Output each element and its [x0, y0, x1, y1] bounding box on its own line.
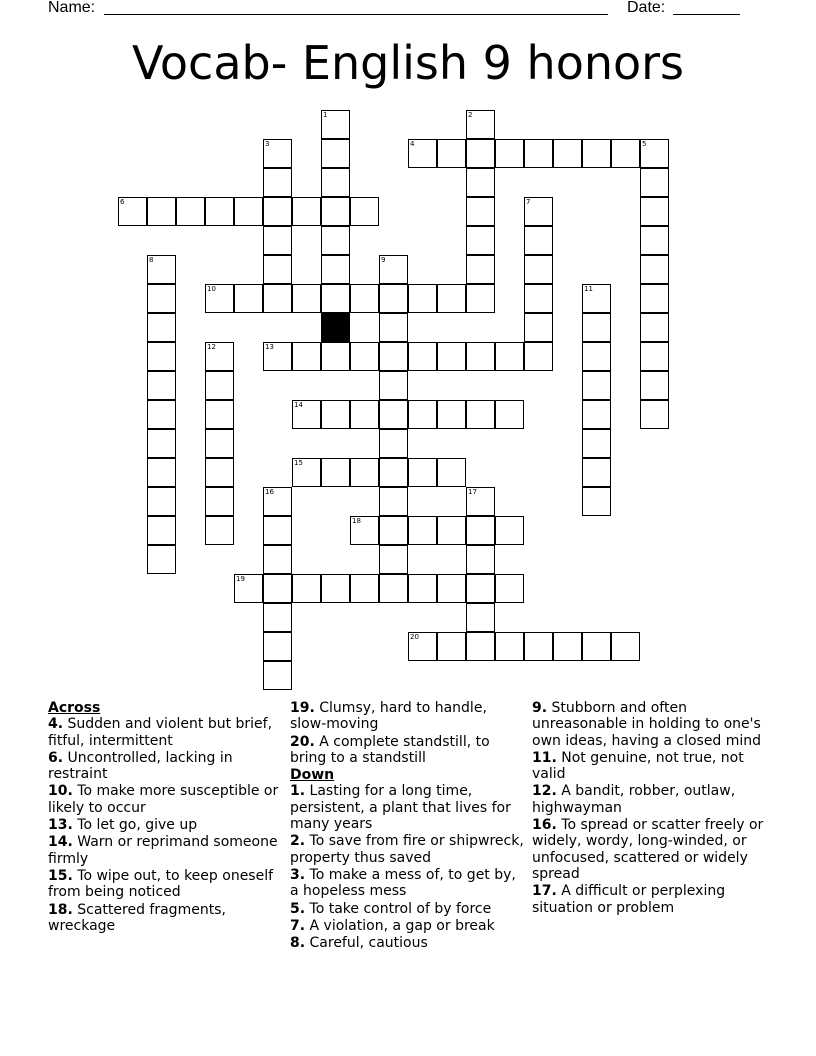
- grid-cell[interactable]: [292, 197, 321, 226]
- grid-cell[interactable]: [118, 197, 147, 226]
- clue-number: 14.: [48, 834, 73, 851]
- grid-cell[interactable]: [379, 458, 408, 487]
- clue-text: Clumsy, hard to handle, slow-moving: [290, 700, 487, 733]
- grid-cell[interactable]: [437, 458, 466, 487]
- grid-cell[interactable]: [292, 574, 321, 603]
- clue-down-1: [290, 783, 526, 832]
- clue-text: A violation, a gap or break: [309, 917, 495, 934]
- grid-cell[interactable]: [408, 284, 437, 313]
- grid-cell[interactable]: [495, 574, 524, 603]
- clue-number: 19.: [290, 700, 315, 716]
- clue-text: Warn or reprimand someone firmly: [48, 834, 278, 867]
- clue-number-label: 4: [410, 140, 415, 148]
- grid-cell[interactable]: [379, 574, 408, 603]
- clue-number: 2.: [290, 833, 306, 850]
- grid-cell[interactable]: [524, 226, 553, 255]
- grid-cell[interactable]: [321, 284, 350, 313]
- clue-down-16: [532, 817, 768, 882]
- grid-cell[interactable]: [147, 487, 176, 516]
- grid-cell[interactable]: [205, 400, 234, 429]
- grid-cell[interactable]: [582, 458, 611, 487]
- grid-cell[interactable]: [582, 139, 611, 168]
- clue-text: A difficult or perplexing situation or problem: [532, 883, 726, 916]
- grid-cell[interactable]: [147, 284, 176, 313]
- clue-number-label: 19: [236, 575, 245, 583]
- grid-cell[interactable]: [147, 516, 176, 545]
- clue-text: Lasting for a long time, persistent, a plant that lives for many years: [290, 783, 511, 833]
- clue-number: 6.: [48, 749, 64, 766]
- clue-across-4: [48, 716, 284, 749]
- grid-cell[interactable]: [350, 284, 379, 313]
- grid-cell[interactable]: [437, 342, 466, 371]
- clue-number-label: 12: [207, 343, 216, 351]
- grid-cell[interactable]: [147, 400, 176, 429]
- grid-cell[interactable]: [524, 284, 553, 313]
- grid-cell[interactable]: [205, 284, 234, 313]
- clues-column-2: [290, 700, 526, 952]
- grid-cell[interactable]: [263, 632, 292, 661]
- clue-number-label: 8: [149, 256, 154, 264]
- grid-cell[interactable]: [205, 197, 234, 226]
- grid-cell[interactable]: [379, 284, 408, 313]
- clue-number: 15.: [48, 867, 73, 884]
- grid-cell[interactable]: [524, 342, 553, 371]
- clue-number-label: 9: [381, 256, 386, 264]
- grid-cell[interactable]: [263, 574, 292, 603]
- clue-number: 1.: [290, 783, 306, 800]
- grid-cell[interactable]: [205, 487, 234, 516]
- grid-cell[interactable]: [205, 371, 234, 400]
- clues-column-1: [48, 700, 284, 935]
- grid-cell[interactable]: [466, 545, 495, 574]
- grid-cell[interactable]: [611, 632, 640, 661]
- grid-cell[interactable]: [582, 371, 611, 400]
- grid-cell[interactable]: [582, 400, 611, 429]
- clue-across-20: [290, 734, 526, 767]
- grid-cell[interactable]: [640, 284, 669, 313]
- grid-cell[interactable]: [466, 487, 495, 516]
- grid-cell[interactable]: [466, 284, 495, 313]
- clue-number-label: 1: [323, 111, 328, 119]
- clue-number: 10.: [48, 783, 73, 800]
- clue-down-5: [290, 901, 526, 917]
- grid-cell[interactable]: [263, 168, 292, 197]
- grid-cell[interactable]: [524, 255, 553, 284]
- grid-cell[interactable]: [379, 342, 408, 371]
- grid-cell[interactable]: [321, 458, 350, 487]
- clue-down-2: [290, 833, 526, 866]
- grid-cell[interactable]: [466, 632, 495, 661]
- grid-cell[interactable]: [582, 632, 611, 661]
- grid-cell[interactable]: [408, 458, 437, 487]
- grid-cell[interactable]: [263, 487, 292, 516]
- clue-across-13: [48, 817, 284, 833]
- grid-cell[interactable]: [350, 342, 379, 371]
- grid-cell[interactable]: [466, 342, 495, 371]
- clue-text: Scattered fragments, wreckage: [48, 901, 226, 934]
- clue-across-18: [48, 902, 284, 935]
- grid-cell[interactable]: [437, 400, 466, 429]
- grid-cell[interactable]: [147, 255, 176, 284]
- black-square: [321, 313, 350, 342]
- clue-text: To save from fire or shipwreck, property thus saved: [290, 833, 524, 866]
- clue-text: To spread or scatter freely or widely, wordy, long-winded, or unfocused, scattered or widely spread: [532, 817, 764, 882]
- grid-cell[interactable]: [495, 632, 524, 661]
- clue-text: A complete standstill, to bring to a standstill: [290, 733, 490, 766]
- clue-text: To let go, give up: [77, 817, 198, 834]
- grid-cell[interactable]: [466, 139, 495, 168]
- grid-cell[interactable]: [640, 255, 669, 284]
- grid-cell[interactable]: [640, 342, 669, 371]
- grid-cell[interactable]: [147, 342, 176, 371]
- grid-cell[interactable]: [205, 342, 234, 371]
- grid-cell[interactable]: [640, 197, 669, 226]
- clue-text: Careful, cautious: [309, 935, 428, 952]
- clue-number-label: 15: [294, 459, 303, 467]
- grid-cell[interactable]: [495, 516, 524, 545]
- grid-cell[interactable]: [205, 458, 234, 487]
- grid-cell[interactable]: [582, 284, 611, 313]
- grid-cell[interactable]: [147, 371, 176, 400]
- clue-number: 4.: [48, 716, 64, 733]
- grid-cell[interactable]: [379, 429, 408, 458]
- grid-cell[interactable]: [408, 400, 437, 429]
- clue-number: 7.: [290, 917, 306, 934]
- clue-number: 20.: [290, 733, 315, 750]
- clue-number: 17.: [532, 883, 557, 900]
- grid-cell[interactable]: [408, 516, 437, 545]
- grid-cell[interactable]: [292, 458, 321, 487]
- grid-cell[interactable]: [524, 632, 553, 661]
- grid-cell[interactable]: [292, 400, 321, 429]
- clue-number: 5.: [290, 900, 306, 917]
- clue-number: 16.: [532, 817, 557, 834]
- grid-cell[interactable]: [147, 545, 176, 574]
- clue-down-7: [290, 918, 526, 934]
- page-title: Vocab- English 9 honors: [131, 36, 685, 90]
- grid-cell[interactable]: [553, 632, 582, 661]
- clue-text: Uncontrolled, lacking in restraint: [48, 749, 233, 783]
- grid-cell[interactable]: [234, 284, 263, 313]
- clue-down-12: [532, 783, 768, 816]
- clue-number: 13.: [48, 817, 73, 834]
- grid-cell[interactable]: [379, 371, 408, 400]
- clue-number-label: 3: [265, 140, 270, 148]
- grid-cell[interactable]: [524, 313, 553, 342]
- grid-cell[interactable]: [234, 197, 263, 226]
- clue-number: 11.: [532, 749, 557, 766]
- grid-cell[interactable]: [466, 226, 495, 255]
- grid-cell[interactable]: [524, 139, 553, 168]
- grid-cell[interactable]: [495, 139, 524, 168]
- grid-cell[interactable]: [553, 139, 582, 168]
- clue-number-label: 7: [526, 198, 531, 206]
- clue-text: A bandit, robber, outlaw, highwayman: [532, 783, 736, 816]
- clue-number: 18.: [48, 901, 73, 918]
- grid-cell[interactable]: [582, 487, 611, 516]
- down-heading: Down: [290, 767, 335, 784]
- clue-number-label: 5: [642, 140, 647, 148]
- grid-cell[interactable]: [263, 661, 292, 690]
- grid-cell[interactable]: [263, 603, 292, 632]
- grid-cell[interactable]: [263, 139, 292, 168]
- grid-cell[interactable]: [466, 516, 495, 545]
- grid-cell[interactable]: [466, 574, 495, 603]
- clue-down-9: [532, 700, 768, 749]
- clue-across-15: [48, 868, 284, 901]
- clue-number-label: 14: [294, 401, 303, 409]
- clue-number-label: 13: [265, 343, 274, 351]
- clue-number: 9.: [532, 700, 548, 716]
- grid-cell[interactable]: [263, 197, 292, 226]
- clue-number-label: 18: [352, 517, 361, 525]
- grid-cell[interactable]: [466, 168, 495, 197]
- grid-cell[interactable]: [350, 458, 379, 487]
- clue-text: Not genuine, not true, not valid: [532, 749, 744, 783]
- grid-cell[interactable]: [379, 255, 408, 284]
- clue-across-6: [48, 750, 284, 783]
- grid-cell[interactable]: [408, 139, 437, 168]
- grid-cell[interactable]: [640, 139, 669, 168]
- grid-cell[interactable]: [263, 342, 292, 371]
- grid-cell[interactable]: [263, 516, 292, 545]
- clue-text: To take control of by force: [309, 900, 492, 917]
- grid-cell[interactable]: [379, 516, 408, 545]
- date-label: Date:: [627, 0, 666, 16]
- grid-cell[interactable]: [466, 603, 495, 632]
- across-heading: Across: [48, 700, 101, 716]
- grid-cell[interactable]: [437, 516, 466, 545]
- clue-text: To make a mess of, to get by, a hopeless mess: [290, 866, 516, 900]
- grid-cell[interactable]: [640, 226, 669, 255]
- grid-cell[interactable]: [640, 168, 669, 197]
- grid-cell[interactable]: [466, 110, 495, 139]
- grid-cell[interactable]: [640, 371, 669, 400]
- clue-across-19: [290, 700, 526, 733]
- clue-number-label: 16: [265, 488, 274, 496]
- grid-cell[interactable]: [321, 226, 350, 255]
- name-label: Name:: [48, 0, 96, 16]
- clue-number-label: 17: [468, 488, 477, 496]
- grid-cell[interactable]: [379, 400, 408, 429]
- grid-cell[interactable]: [176, 197, 205, 226]
- grid-cell[interactable]: [495, 400, 524, 429]
- grid-cell[interactable]: [147, 429, 176, 458]
- grid-cell[interactable]: [524, 197, 553, 226]
- clue-down-3: [290, 867, 526, 900]
- clue-text: To wipe out, to keep oneself from being noticed: [48, 867, 274, 901]
- grid-cell[interactable]: [437, 139, 466, 168]
- grid-cell[interactable]: [321, 139, 350, 168]
- grid-cell[interactable]: [408, 574, 437, 603]
- grid-cell[interactable]: [350, 400, 379, 429]
- clue-number-label: 20: [410, 633, 419, 641]
- grid-cell[interactable]: [408, 342, 437, 371]
- grid-cell[interactable]: [263, 545, 292, 574]
- grid-cell[interactable]: [437, 574, 466, 603]
- clue-down-17: [532, 883, 768, 916]
- grid-cell[interactable]: [292, 342, 321, 371]
- clue-number-label: 2: [468, 111, 473, 119]
- grid-cell[interactable]: [321, 400, 350, 429]
- grid-cell[interactable]: [582, 313, 611, 342]
- grid-cell[interactable]: [234, 574, 263, 603]
- clue-text: Stubborn and often unreasonable in holding to one's own ideas, having a closed mind: [532, 700, 762, 749]
- grid-cell[interactable]: [466, 255, 495, 284]
- grid-cell[interactable]: [640, 313, 669, 342]
- grid-cell[interactable]: [437, 284, 466, 313]
- clue-down-8: [290, 935, 526, 951]
- grid-cell[interactable]: [147, 458, 176, 487]
- grid-cell[interactable]: [582, 429, 611, 458]
- grid-cell[interactable]: [263, 284, 292, 313]
- grid-cell[interactable]: [292, 284, 321, 313]
- grid-cell[interactable]: [321, 574, 350, 603]
- grid-cell[interactable]: [466, 400, 495, 429]
- grid-cell[interactable]: [379, 313, 408, 342]
- grid-cell[interactable]: [350, 574, 379, 603]
- clue-across-14: [48, 834, 284, 867]
- clue-number-label: 10: [207, 285, 216, 293]
- grid-cell[interactable]: [147, 313, 176, 342]
- clue-number: 3.: [290, 866, 306, 883]
- grid-cell[interactable]: [321, 342, 350, 371]
- clue-text: Sudden and violent but brief, fitful, intermittent: [48, 716, 273, 749]
- grid-cell[interactable]: [321, 255, 350, 284]
- clue-number: 8.: [290, 935, 306, 952]
- grid-cell[interactable]: [379, 545, 408, 574]
- grid-cell[interactable]: [205, 516, 234, 545]
- grid-cell[interactable]: [263, 255, 292, 284]
- clue-number-label: 6: [120, 198, 125, 206]
- grid-cell[interactable]: [379, 487, 408, 516]
- grid-cell[interactable]: [321, 110, 350, 139]
- grid-cell[interactable]: [147, 197, 176, 226]
- grid-cell[interactable]: [321, 168, 350, 197]
- grid-cell[interactable]: [611, 139, 640, 168]
- grid-cell[interactable]: [640, 400, 669, 429]
- clues-column-3: [532, 700, 768, 917]
- clue-number-label: 11: [584, 285, 593, 293]
- grid-cell[interactable]: [582, 342, 611, 371]
- grid-cell[interactable]: [437, 632, 466, 661]
- grid-cell[interactable]: [350, 516, 379, 545]
- grid-cell[interactable]: [495, 342, 524, 371]
- clue-number: 12.: [532, 783, 557, 800]
- grid-cell[interactable]: [350, 197, 379, 226]
- clue-down-11: [532, 750, 768, 783]
- grid-cell[interactable]: [466, 197, 495, 226]
- grid-cell[interactable]: [263, 226, 292, 255]
- grid-cell[interactable]: [408, 632, 437, 661]
- clue-across-10: [48, 783, 284, 816]
- grid-cell[interactable]: [321, 197, 350, 226]
- grid-cell[interactable]: [205, 429, 234, 458]
- clue-text: To make more susceptible or likely to occur: [48, 783, 279, 816]
